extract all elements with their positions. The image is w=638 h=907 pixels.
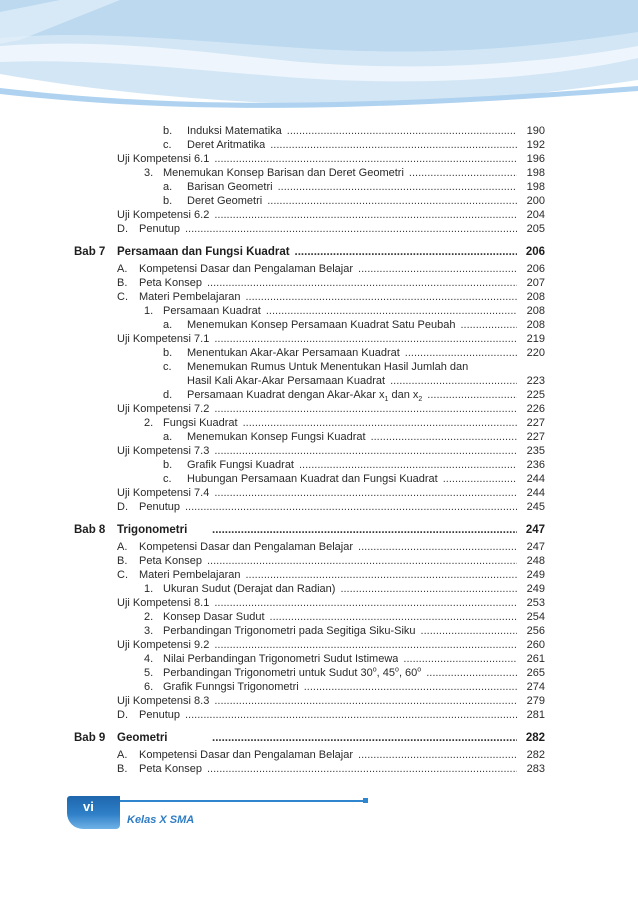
entry-marker: 3. <box>144 167 154 179</box>
chapter-number: Bab 8 <box>74 524 106 536</box>
toc-entry <box>117 582 545 596</box>
entry-page-number: 274 <box>526 681 545 693</box>
entry-page-number: 265 <box>526 667 545 679</box>
page-number-tab <box>67 796 120 829</box>
toc-entry <box>117 638 545 652</box>
entry-marker: c. <box>163 139 172 151</box>
toc-entry <box>117 708 545 722</box>
dot-leader <box>214 486 517 500</box>
entry-title <box>163 666 421 680</box>
entry-marker: C. <box>117 569 128 581</box>
entry-title: Perbandingan Trigonometri pada Segitiga Siku-Siku <box>163 625 416 637</box>
entry-page-number: 227 <box>526 431 545 443</box>
entry-title: Peta Konsep <box>139 277 202 289</box>
book-title: Kelas X SMA <box>127 814 195 826</box>
dot-leader <box>443 472 517 486</box>
entry-title: Menemukan Konsep Barisan dan Deret Geometri <box>163 167 404 179</box>
entry-page-number: 283 <box>526 763 545 775</box>
toc-entry <box>117 346 545 360</box>
toc-chapter-entry <box>74 245 545 259</box>
chapter-page-number: 206 <box>525 246 545 258</box>
entry-page-number: 226 <box>526 403 545 415</box>
entry-marker: b. <box>163 347 173 359</box>
entry-marker: C. <box>117 291 128 303</box>
dot-leader <box>214 444 517 458</box>
dot-leader <box>266 304 517 318</box>
entry-title: Menemukan Rumus Untuk Menentukan Hasil Jumlah dan <box>187 361 469 373</box>
dot-leader <box>299 458 517 472</box>
toc-entry <box>117 624 545 638</box>
entry-marker: B. <box>117 555 128 567</box>
toc-entry <box>117 332 545 346</box>
toc-entry <box>117 304 545 318</box>
dot-leader <box>214 152 517 166</box>
chapter-title: Persamaan dan Fungsi Kuadrat <box>117 246 290 258</box>
entry-title: Uji Kompetensi 6.1 <box>117 153 210 165</box>
entry-page-number: 253 <box>526 597 545 609</box>
page-number: vi <box>83 799 94 814</box>
dot-leader <box>185 222 517 236</box>
dot-leader <box>270 138 517 152</box>
dot-leader <box>358 748 517 762</box>
entry-page-number: 196 <box>526 153 545 165</box>
subscript: 2 <box>418 396 423 402</box>
entry-title: Deret Aritmatika <box>187 139 266 151</box>
entry-page-number: 205 <box>526 223 545 235</box>
entry-marker: c. <box>163 473 172 485</box>
dot-leader <box>214 332 517 346</box>
toc-entry <box>117 360 545 374</box>
entry-page-number: 247 <box>526 541 545 553</box>
chapter-page-number: 247 <box>525 524 545 536</box>
entry-title-part: , 45 <box>376 667 396 679</box>
subscript: 1 <box>384 396 389 402</box>
entry-title: Hubungan Persamaan Kuadrat dan Fungsi Kuadrat <box>187 473 438 485</box>
entry-title: Uji Kompetensi 7.2 <box>117 403 210 415</box>
dot-leader <box>214 596 517 610</box>
entry-marker: D. <box>117 709 128 721</box>
entry-page-number: 279 <box>526 695 545 707</box>
entry-title: Materi Pembelajaran <box>139 569 241 581</box>
dot-leader <box>287 124 517 138</box>
entry-title: Menentukan Akar-Akar Persamaan Kuadrat <box>187 347 400 359</box>
chapter-number: Bab 7 <box>74 246 106 258</box>
entry-marker: 4. <box>144 653 154 665</box>
toc-entry <box>117 444 545 458</box>
entry-title: Nilai Perbandingan Trigonometri Sudut Istimewa <box>163 653 399 665</box>
entry-marker: A. <box>117 541 128 553</box>
toc-entry <box>117 568 545 582</box>
toc-entry <box>117 458 545 472</box>
entry-page-number: 282 <box>526 749 545 761</box>
entry-title: Konsep Dasar Sudut <box>163 611 265 623</box>
dot-leader <box>427 388 517 402</box>
header-banner <box>0 0 638 112</box>
dot-leader <box>358 262 517 276</box>
entry-title: Grafik Funngsi Trigonometri <box>163 681 299 693</box>
dot-leader <box>426 666 517 680</box>
toc-entry <box>117 694 545 708</box>
entry-marker: d. <box>163 389 173 401</box>
toc-entry <box>117 596 545 610</box>
chapter-title: Geometri <box>117 732 168 744</box>
entry-page-number: 198 <box>526 167 545 179</box>
entry-title: Ukuran Sudut (Derajat dan Radian) <box>163 583 336 595</box>
toc-entry <box>117 138 545 152</box>
entry-marker: A. <box>117 749 128 761</box>
dot-leader <box>270 610 517 624</box>
toc-entry <box>117 180 545 194</box>
entry-page-number: 220 <box>526 347 545 359</box>
entry-marker: b. <box>163 459 173 471</box>
dot-leader <box>212 523 517 537</box>
entry-title: Deret Geometri <box>187 195 263 207</box>
entry-page-number: 244 <box>526 473 545 485</box>
dot-leader <box>340 582 517 596</box>
toc-chapter-entry <box>74 523 545 537</box>
entry-page-number: 219 <box>526 333 545 345</box>
toc-entry <box>117 416 545 430</box>
entry-title: Penutup <box>139 501 180 513</box>
toc-entry <box>117 290 545 304</box>
dot-leader <box>214 402 517 416</box>
toc-entry <box>117 152 545 166</box>
entry-marker: b. <box>163 195 173 207</box>
entry-page-number: 249 <box>526 583 545 595</box>
entry-marker: a. <box>163 431 173 443</box>
toc-entry <box>117 500 545 514</box>
entry-page-number: 227 <box>526 417 545 429</box>
entry-title-part: dan x <box>388 389 419 401</box>
toc-entry <box>117 388 545 402</box>
entry-marker: 1. <box>144 583 154 595</box>
entry-page-number: 207 <box>526 277 545 289</box>
dot-leader <box>207 554 517 568</box>
entry-marker: 2. <box>144 611 154 623</box>
toc-entry <box>117 374 545 388</box>
entry-marker: c. <box>163 361 172 373</box>
toc-entry <box>117 748 545 762</box>
entry-page-number: 200 <box>526 195 545 207</box>
dot-leader <box>421 624 517 638</box>
entry-title: Peta Konsep <box>139 763 202 775</box>
toc-entry <box>117 194 545 208</box>
chapter-number: Bab 9 <box>74 732 106 744</box>
dot-leader <box>246 290 518 304</box>
superscript: o <box>417 666 422 674</box>
entry-page-number: 261 <box>526 653 545 665</box>
entry-page-number: 248 <box>526 555 545 567</box>
dot-leader <box>212 731 517 745</box>
entry-title <box>187 388 422 402</box>
entry-title: Uji Kompetensi 7.4 <box>117 487 210 499</box>
entry-page-number: 236 <box>526 459 545 471</box>
dot-leader <box>304 680 517 694</box>
dot-leader <box>409 166 517 180</box>
entry-title: Fungsi Kuadrat <box>163 417 238 429</box>
entry-page-number: 254 <box>526 611 545 623</box>
dot-leader <box>405 346 517 360</box>
dot-leader <box>214 694 517 708</box>
dot-leader <box>390 374 517 388</box>
entry-title: Menemukan Konsep Fungsi Kuadrat <box>187 431 366 443</box>
dot-leader <box>371 430 517 444</box>
dot-leader <box>267 194 517 208</box>
entry-page-number: 208 <box>526 319 545 331</box>
entry-title: Uji Kompetensi 7.1 <box>117 333 210 345</box>
entry-title-part: , 60 <box>398 667 418 679</box>
entry-marker: B. <box>117 763 128 775</box>
entry-page-number: 260 <box>526 639 545 651</box>
dot-leader <box>278 180 517 194</box>
dot-leader <box>358 540 517 554</box>
entry-page-number: 208 <box>526 305 545 317</box>
entry-title: Kompetensi Dasar dan Pengalaman Belajar <box>139 749 354 761</box>
entry-page-number: 235 <box>526 445 545 457</box>
entry-title: Uji Kompetensi 8.3 <box>117 695 210 707</box>
toc-chapter-entry <box>74 731 545 745</box>
entry-marker: 3. <box>144 625 154 637</box>
entry-title: Persamaan Kuadrat <box>163 305 261 317</box>
dot-leader <box>214 208 517 222</box>
dot-leader <box>207 276 517 290</box>
entry-title: Barisan Geometri <box>187 181 273 193</box>
entry-title: Grafik Fungsi Kuadrat <box>187 459 294 471</box>
dot-leader <box>185 708 517 722</box>
entry-page-number: 204 <box>526 209 545 221</box>
entry-page-number: 244 <box>526 487 545 499</box>
entry-page-number: 192 <box>526 139 545 151</box>
entry-marker: B. <box>117 277 128 289</box>
superscript: o <box>372 666 377 674</box>
entry-marker: D. <box>117 223 128 235</box>
superscript: o <box>395 666 399 674</box>
toc-entry <box>117 208 545 222</box>
toc-entry <box>117 124 545 138</box>
entry-marker: D. <box>117 501 128 513</box>
chapter-title: Trigonometri <box>117 524 188 536</box>
entry-title: Kompetensi Dasar dan Pengalaman Belajar <box>139 541 354 553</box>
entry-title: Peta Konsep <box>139 555 202 567</box>
toc-entry <box>117 486 545 500</box>
entry-marker: 1. <box>144 305 154 317</box>
toc-entry <box>117 166 545 180</box>
footer-rule <box>120 800 364 802</box>
toc-entry <box>117 276 545 290</box>
entry-title: Materi Pembelajaran <box>139 291 241 303</box>
toc-entry <box>117 762 545 776</box>
dot-leader <box>295 245 517 259</box>
toc-entry <box>117 610 545 624</box>
entry-title: Uji Kompetensi 6.2 <box>117 209 210 221</box>
entry-title: Menemukan Konsep Persamaan Kuadrat Satu Peubah <box>187 319 456 331</box>
toc-entry <box>117 680 545 694</box>
entry-page-number: 249 <box>526 569 545 581</box>
toc-entry <box>117 540 545 554</box>
toc-entry <box>117 554 545 568</box>
table-of-contents <box>74 124 545 776</box>
chapter-page-number: 282 <box>525 732 545 744</box>
entry-title: Penutup <box>139 709 180 721</box>
toc-entry <box>117 652 545 666</box>
toc-entry <box>117 262 545 276</box>
entry-page-number: 256 <box>526 625 545 637</box>
entry-title: Induksi Matematika <box>187 125 282 137</box>
entry-page-number: 281 <box>526 709 545 721</box>
entry-page-number: 190 <box>526 125 545 137</box>
entry-title: Hasil Kali Akar-Akar Persamaan Kuadrat <box>187 375 386 387</box>
entry-marker: a. <box>163 181 173 193</box>
entry-title: Uji Kompetensi 7.3 <box>117 445 210 457</box>
entry-page-number: 208 <box>526 291 545 303</box>
entry-marker: A. <box>117 263 128 275</box>
toc-entry <box>117 430 545 444</box>
entry-title: Uji Kompetensi 9.2 <box>117 639 210 651</box>
entry-marker: b. <box>163 125 173 137</box>
dot-leader <box>185 500 517 514</box>
entry-page-number: 245 <box>526 501 545 513</box>
dot-leader <box>207 762 517 776</box>
entry-marker: a. <box>163 319 173 331</box>
entry-title-part: Perbandingan Trigonometri untuk Sudut 30 <box>163 667 373 679</box>
entry-page-number: 223 <box>526 375 545 387</box>
entry-title: Uji Kompetensi 8.1 <box>117 597 210 609</box>
toc-entry <box>117 666 545 680</box>
dot-leader <box>243 416 517 430</box>
entry-page-number: 198 <box>526 181 545 193</box>
dot-leader <box>214 638 517 652</box>
toc-entry <box>117 402 545 416</box>
entry-page-number: 206 <box>526 263 545 275</box>
entry-title: Kompetensi Dasar dan Pengalaman Belajar <box>139 263 354 275</box>
toc-entry <box>117 222 545 236</box>
dot-leader <box>403 652 517 666</box>
toc-entry <box>117 318 545 332</box>
entry-marker: 5. <box>144 667 154 679</box>
entry-page-number: 225 <box>526 389 545 401</box>
toc-entry <box>117 472 545 486</box>
dot-leader <box>246 568 518 582</box>
dot-leader <box>460 318 517 332</box>
entry-title-part: Persamaan Kuadrat dengan Akar-Akar x <box>187 389 385 401</box>
entry-title: Penutup <box>139 223 180 235</box>
entry-marker: 6. <box>144 681 154 693</box>
entry-marker: 2. <box>144 417 154 429</box>
footer-rule-marker <box>363 798 368 803</box>
